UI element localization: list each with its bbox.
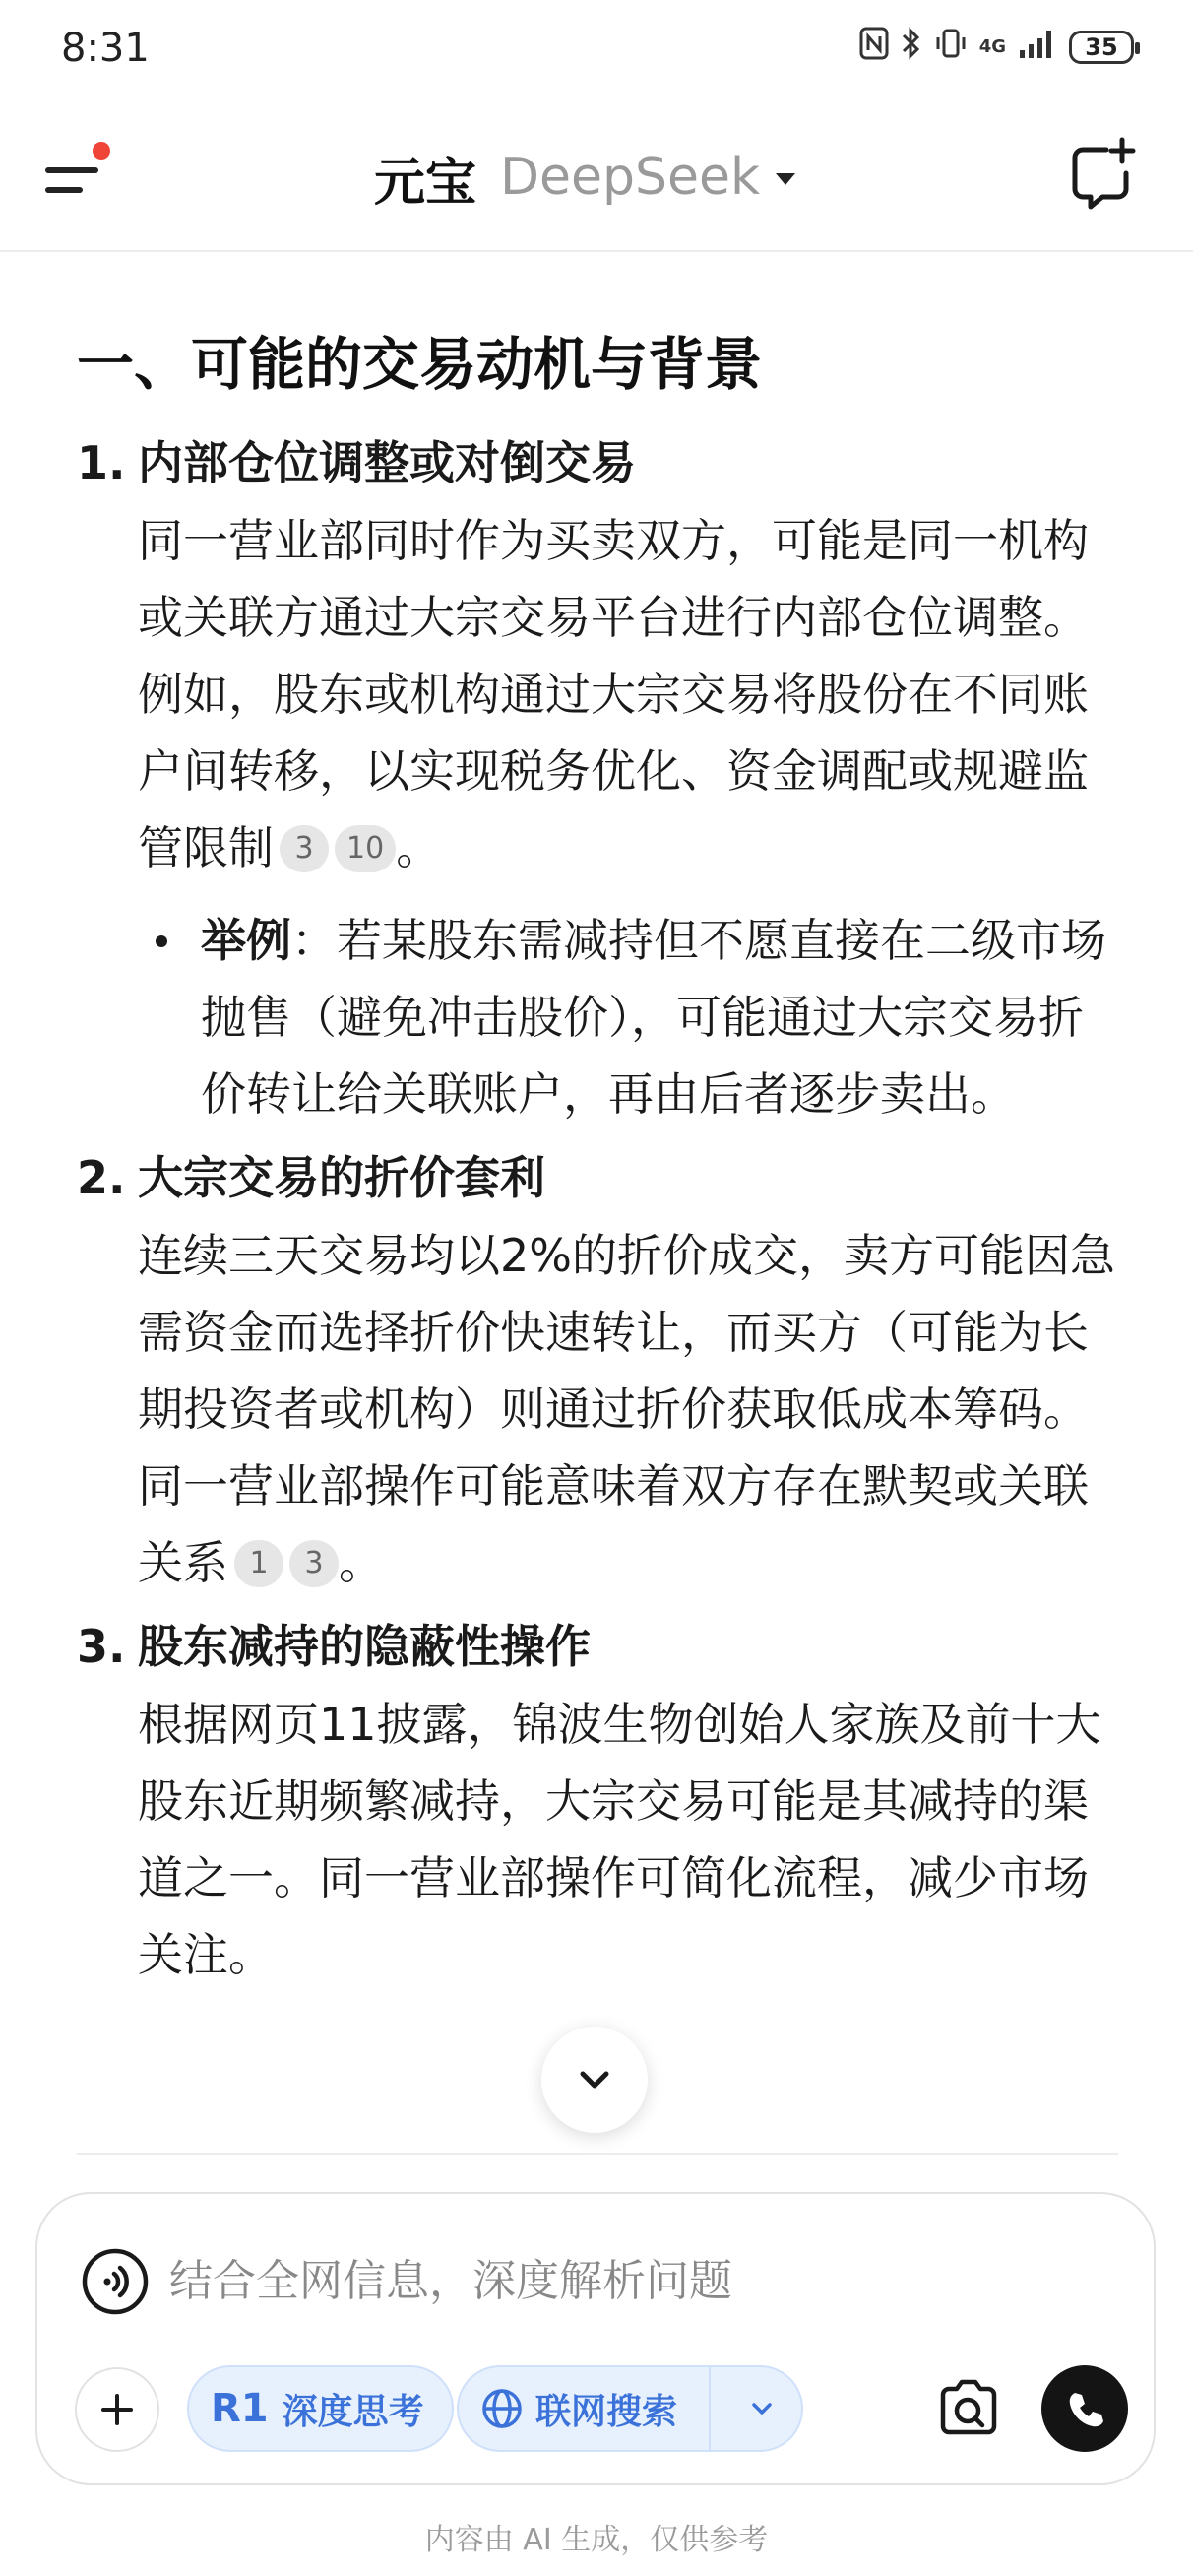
chat-response [77, 325, 1120, 1993]
globe-icon [480, 2387, 524, 2430]
camera-button[interactable] [929, 2369, 1008, 2448]
chevron-down-icon [746, 2393, 778, 2424]
bluetooth-icon [901, 27, 922, 68]
new-chat-button[interactable] [1063, 136, 1142, 215]
item-text: 根据网页11披露，锦波生物创始人家族及前十大股东近期频繁减持，大宗交易可能是其减持的渠道之一。同一营业部操作可简化流程，减少市场关注。 [138, 1698, 1101, 1981]
chevron-down-icon [573, 2058, 616, 2101]
item-number: 1. [77, 436, 126, 489]
menu-icon-line [45, 187, 83, 193]
menu-icon [45, 167, 98, 173]
item-title: 股东减持的隐蔽性操作 [138, 1620, 591, 1673]
ai-disclaimer: 内容由 AI 生成，仅供参考 [424, 2523, 769, 2557]
status-icons [859, 26, 1134, 69]
app-header [0, 98, 1193, 252]
camera-icon [929, 2369, 1008, 2448]
signal-icon [1018, 27, 1057, 68]
deep-think-label: 深度思考 [282, 2391, 424, 2432]
r1-badge: R1 [211, 2386, 269, 2431]
item-text: 连续三天交易均以2%的折价成交，卖方可能因急需资金而选择折价快速转让，而买方（可能为长期投资者或机构）则通过折价获取低成本筹码。同一营业部操作可能意味着双方存在默契或关联关系 [138, 1229, 1115, 1589]
voice-call-button[interactable] [1041, 2365, 1128, 2452]
caret-down-icon [776, 173, 795, 185]
list-item [77, 423, 1120, 1132]
menu-button[interactable] [39, 134, 122, 217]
list-item [77, 1607, 1120, 1993]
new-chat-icon [1063, 136, 1142, 215]
citation-badge[interactable]: 3 [289, 1540, 339, 1587]
bullet-label: 举例 [201, 914, 291, 967]
item-title: 大宗交易的折价套利 [138, 1151, 545, 1204]
battery-indicator: 35 [1069, 31, 1134, 64]
citation-badge[interactable]: 10 [335, 825, 396, 872]
model-name: DeepSeek [500, 148, 761, 207]
citation-badge[interactable]: 1 [234, 1540, 283, 1587]
model-switcher[interactable] [374, 138, 795, 217]
app-title: 元宝 [374, 153, 477, 213]
nfc-icon [859, 27, 889, 68]
item-title: 内部仓位调整或对倒交易 [138, 436, 636, 489]
list-item [77, 1138, 1120, 1601]
item-end: 。 [339, 1536, 384, 1589]
phone-icon [1063, 2387, 1106, 2430]
divider [77, 2153, 1118, 2155]
composer-input[interactable]: 结合全网信息，深度解析问题 [169, 2256, 732, 2306]
bullet-text: ：若某股东需减持但不愿直接在二级市场抛售（避免冲击股价），可能通过大宗交易折价转让给关联账户，再由后者逐步卖出。 [201, 914, 1106, 1121]
item-body [138, 502, 1120, 886]
web-search-toggle[interactable] [457, 2365, 803, 2452]
web-search-label: 联网搜索 [535, 2391, 678, 2432]
section-heading: 一、可能的交易动机与背景 [77, 331, 763, 398]
web-search-options[interactable] [722, 2365, 801, 2452]
item-body [138, 1686, 1120, 1993]
citation-badge[interactable]: 3 [280, 825, 329, 872]
pill-separator [709, 2365, 711, 2452]
item-number: 3. [77, 1620, 126, 1673]
vibrate-icon [934, 27, 968, 68]
attach-button[interactable] [75, 2367, 159, 2452]
composer [35, 2192, 1156, 2485]
voice-icon [81, 2247, 150, 2316]
deep-think-toggle[interactable] [187, 2365, 454, 2452]
status-bar [0, 0, 1193, 98]
notification-dot [93, 142, 110, 160]
item-end: 。 [396, 821, 442, 874]
example-bullet [138, 902, 1120, 1132]
item-text: 同一营业部同时作为买卖双方，可能是同一机构或关联方通过大宗交易平台进行内部仓位调整。例如，股东或机构通过大宗交易将股份在不同账户间转移，以实现税务优化、资金调配或规避监管限制 [138, 514, 1089, 874]
plus-icon [97, 2390, 137, 2429]
scroll-down-button[interactable] [541, 2027, 648, 2133]
voice-input-button[interactable] [81, 2247, 150, 2316]
status-time: 8:31 [61, 26, 150, 71]
network-label: 4G [978, 36, 1006, 57]
item-body [138, 1217, 1120, 1601]
item-number: 2. [77, 1151, 126, 1204]
